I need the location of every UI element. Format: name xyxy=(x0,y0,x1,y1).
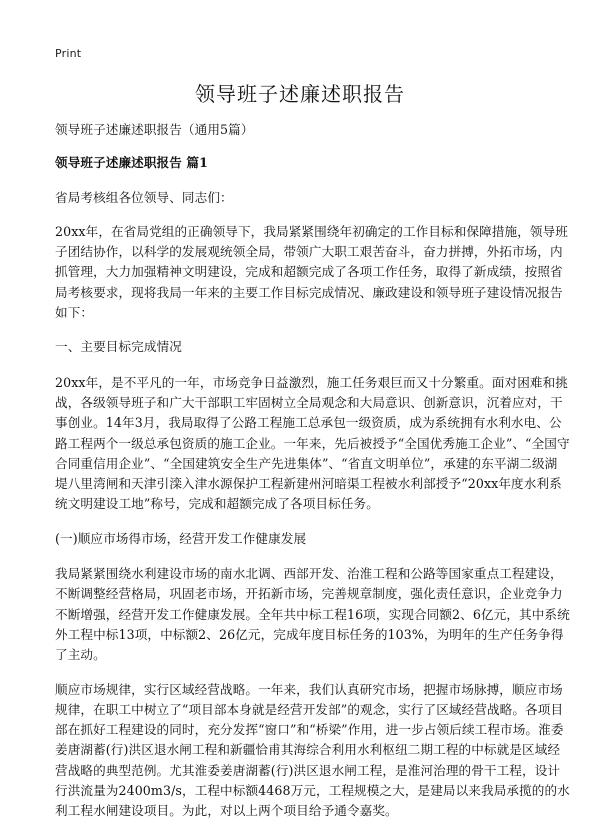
section-heading-1: 一、主要目标完成情况 xyxy=(55,339,182,355)
article-heading: 领导班子述廉述职报告 篇1 xyxy=(55,155,208,171)
document-body xyxy=(55,120,570,836)
paragraph-market: 我局紧紧围绕水利建设市场的南水北调、西部开发、治淮工程和公路等国家重点工程建设，不断调整经营格局，巩固老市场，开拓新市场，完善规章制度，强化责任意识，企业竞争力不断增强，经营开发工作健康发展。全年共中标工程16项，实现合同额2、6亿元，其中系统外工程中标13项，中标额2、26亿元，完成年度目标任务的103%，为明年的生产任务争得了主动。 xyxy=(55,566,570,663)
subsection-heading-1: (一)顺应市场得市场，经营开发工作健康发展 xyxy=(55,530,307,546)
paragraph-intro: 20xx年，在省局党组的正确领导下，我局紧紧围绕年初确定的工作目标和保障措施，领导班子团结协作，以科学的发展观统领全局，带领广大职工艰苦奋斗，奋力拼搏，外拓市场，内抓管理，大力加强精神文明建设，完成和超额完成了各项工作任务，取得了新成绩，按照省局考核要求，现将我局一年来的主要工作目标完成情况、廉政建设和领导班子建设情况报告如下： xyxy=(55,223,568,321)
salutation: 省局考核组各位领导、同志们： xyxy=(55,189,233,205)
document-subtitle: 领导班子述廉述职报告（通用5篇） xyxy=(55,122,254,137)
print-link[interactable]: Print xyxy=(55,47,82,60)
paragraph-strategy: 顺应市场规律，实行区域经营战略。一年来，我们认真研究市场，把握市场脉搏，顺应市场规律，在职工中树立了“项目部本身就是经营开发部”的观念，实行了区域经营战略。各项目部在抓好工程建设的同时，充分发挥“窗口”和“桥梁”作用，进一步占领后续工程市场。淮委姜唐湖蓄(行)洪区退水闸工程和新疆恰甫其海综合利用水利枢纽二期工程的中标就是区域经营战略的典型范例。尤其淮委姜唐湖蓄(行)洪区退水闸工程，是淮河治理的骨干工程，设计行洪流量为2400m3/s，工程中标额4468万元，工程规模之大，是建局以来我局承揽的的水利工程水闸建设项目。为此，对以上两个项目给予通令嘉奖。 xyxy=(55,681,570,819)
document-title: 领导班子述廉述职报告 xyxy=(195,82,405,106)
paragraph-overview: 20xx年，是不平凡的一年，市场竞争日益激烈，施工任务艰巨而又十分繁重。面对困难和挑战，各级领导班子和广大干部职工牢固树立全局观念和大局意识、创新意识，沉着应对，干事创业。14年3月，我局取得了公路工程施工总承包一级资质，成为系统拥有水利水电、公路工程两个一级总承包资质的施工企业。一年来，先后被授予“全国优秀施工企业”、“全国守合同重信用企业”、“全国建筑安全生产先进集体”、“省直文明单位”，承建的东平湖二级湖堤八里湾闸和天津引滦入津水源保护工程新建州河暗渠工程被水利部授予“20xx年度水利系统文明建设工地”称号，完成和超额完成了各项目标任务。 xyxy=(55,374,570,512)
